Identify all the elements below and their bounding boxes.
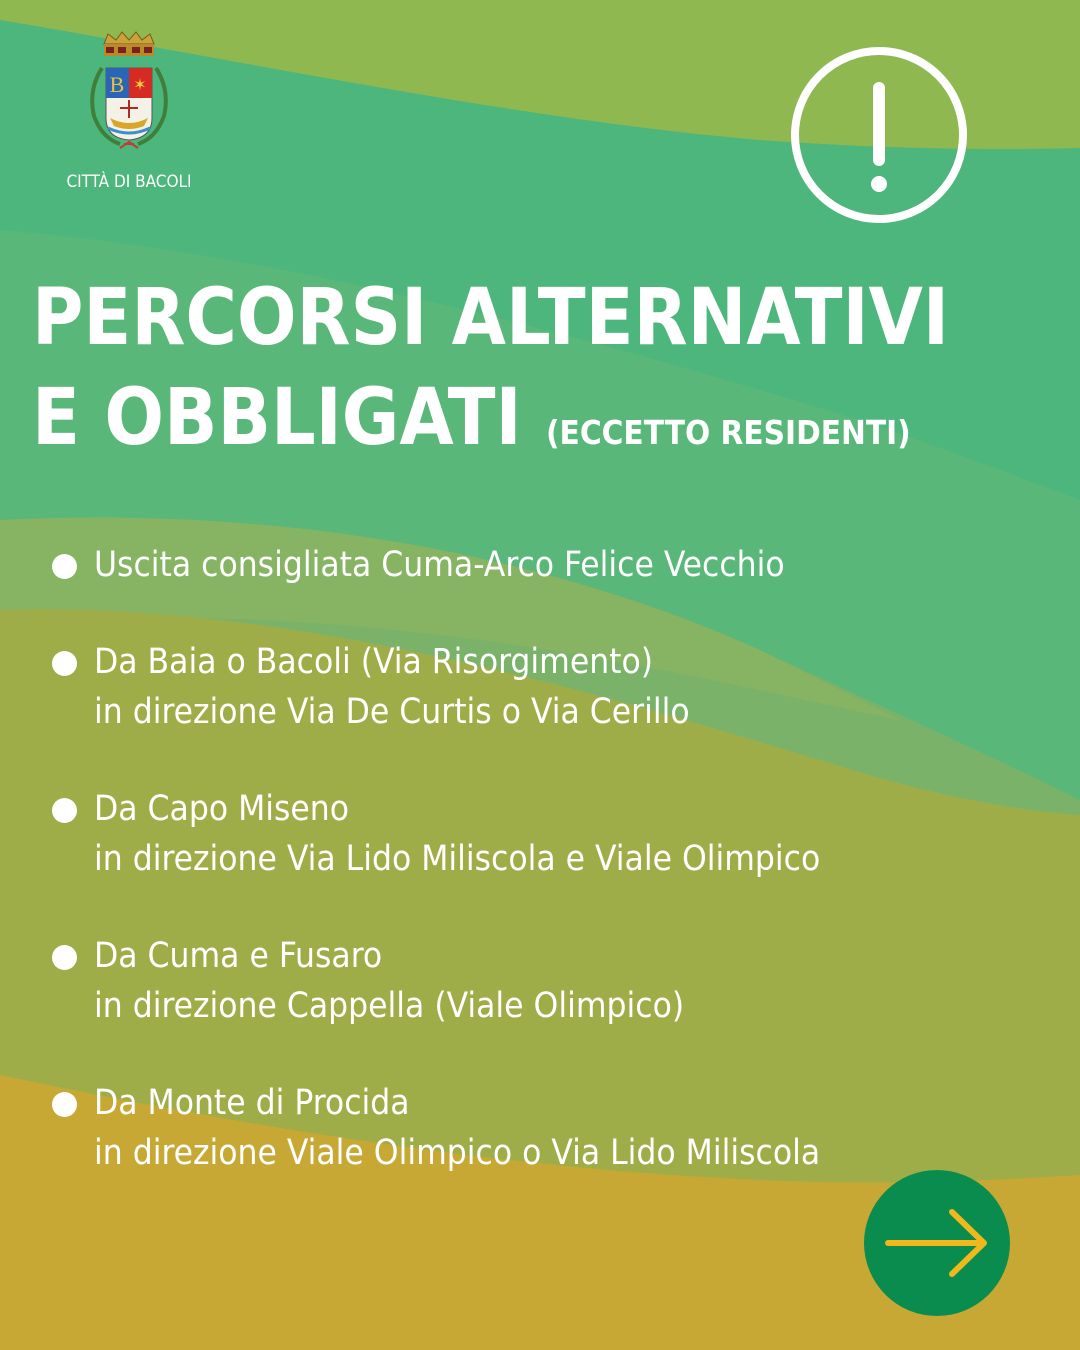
- arrow-right-icon: [864, 1170, 1010, 1316]
- item-line-1: Da Capo Miseno: [94, 789, 350, 829]
- list-item: [50, 1078, 1050, 1178]
- item-line-2: in direzione Via De Curtis o Via Cerillo: [94, 692, 690, 732]
- bullet-icon: [52, 945, 77, 970]
- list-item: [50, 540, 1050, 590]
- city-name: CITTÀ DI BACOLI: [66, 172, 192, 192]
- svg-text:✶: ✶: [133, 75, 147, 94]
- list-item: [50, 784, 1050, 884]
- item-line-1: Uscita consigliata Cuma-Arco Felice Vecchio: [94, 545, 785, 585]
- item-line-2: in direzione Cappella (Viale Olimpico): [94, 986, 685, 1026]
- next-button[interactable]: [864, 1170, 1010, 1316]
- route-list: [50, 540, 1050, 1225]
- bullet-icon: [52, 651, 77, 676]
- item-line-1: Da Monte di Procida: [94, 1083, 410, 1123]
- svg-text:B: B: [109, 72, 125, 97]
- item-line-2: in direzione Via Lido Miliscola e Viale Olimpico: [94, 839, 821, 879]
- list-item: [50, 637, 1050, 737]
- bullet-icon: [52, 798, 77, 823]
- list-item: [50, 931, 1050, 1031]
- title-note: (ECCETTO RESIDENTI): [545, 413, 911, 452]
- title-line-1: PERCORSI ALTERNATIVI: [32, 273, 949, 363]
- bullet-icon: [52, 1092, 77, 1117]
- title-line-2: [32, 368, 949, 483]
- item-line-1: Da Baia o Bacoli (Via Risorgimento): [94, 642, 654, 682]
- title-main: E OBBLIGATI: [32, 373, 522, 463]
- exclamation-circle-icon: [788, 44, 970, 226]
- city-logo: [66, 30, 192, 200]
- page-title: [32, 268, 949, 483]
- coat-of-arms-icon: [80, 30, 178, 160]
- bullet-icon: [52, 554, 77, 579]
- item-line-1: Da Cuma e Fusaro: [94, 936, 383, 976]
- item-line-2: in direzione Viale Olimpico o Via Lido Miliscola: [94, 1133, 821, 1173]
